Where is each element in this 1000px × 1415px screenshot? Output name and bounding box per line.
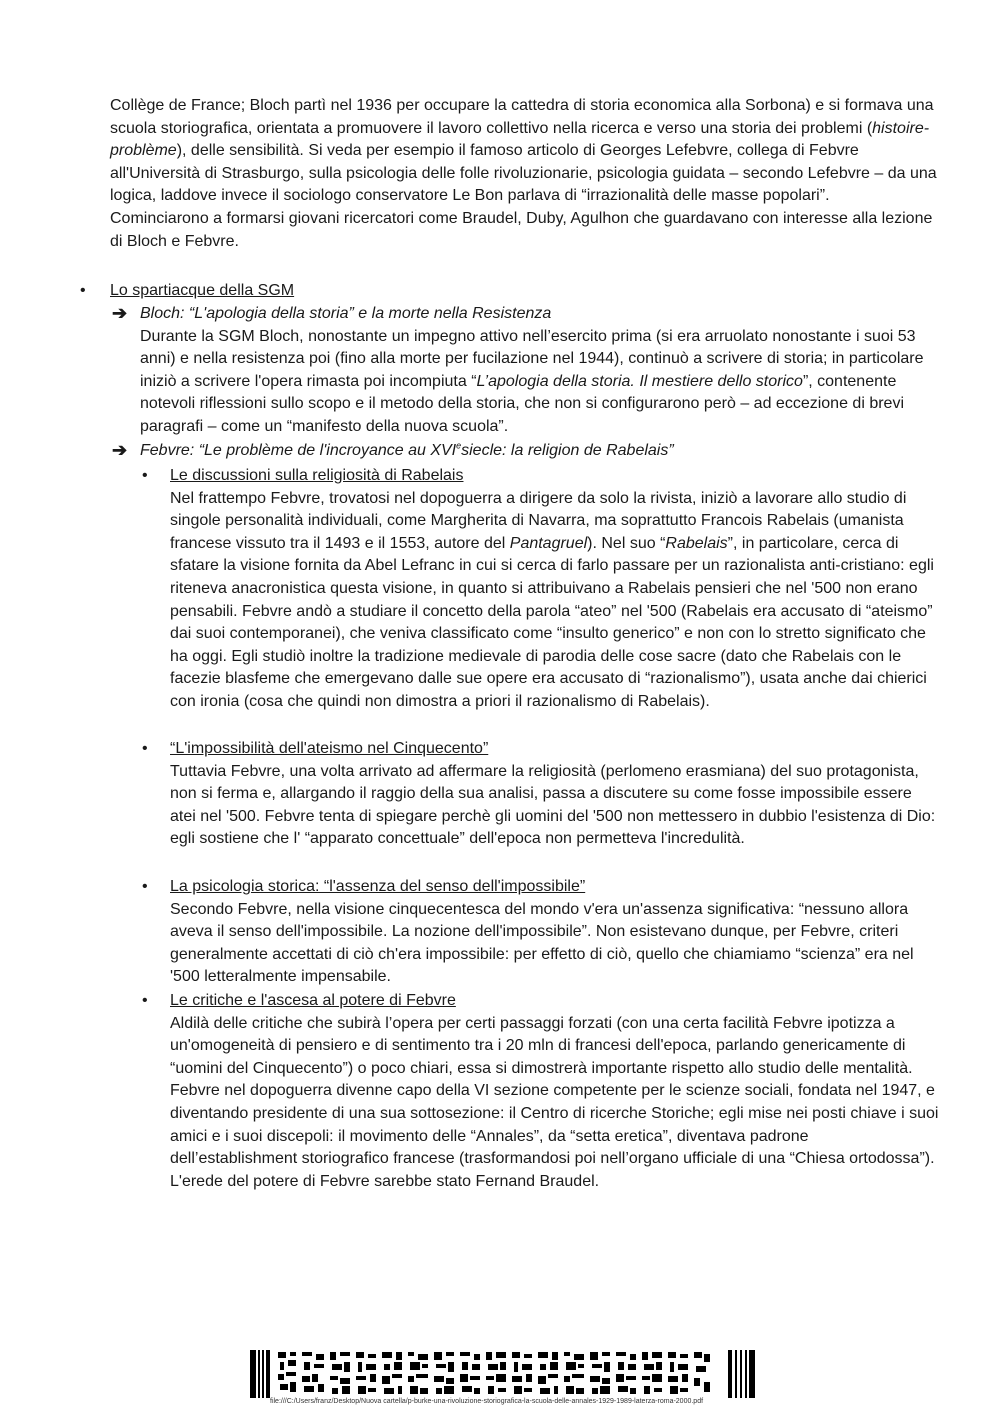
bullet-icon: • [142,992,148,1009]
bloch-heading: Bloch: “L'apologia della storia” e la morte nella Resistenza [140,305,552,322]
sub-item-title: Le critiche e l'ascesa al potere di Febvre [170,992,456,1009]
sub-item-body: Secondo Febvre, nella visione cinquecentesca del mondo v'era un'assenza significativa: “nessuno allora aveva il senso dell'impossibile. La nozione dell'impossibile”. Non esistevano dunque, per Febvre, criteri generalmente accettati di ciò ch'era impossibile: per effetto di ciò, quello che chiamiamo “scienza” era nel '500 letteralmente impensabile. [170,900,914,986]
sub-item-title: “L'impossibilità dell'ateismo nel Cinquecento” [170,740,489,757]
sub-item-body: Nel frattempo Febvre, trovatosi nel dopoguerra a dirigere da solo la rivista, iniziò a lavorare allo studio di singole personalità individuali, come Margherita di Navarra, ma soprattutto Francois Rabelais (umanista francese vissuto tra il 1493 e il 1553, autore del Pantagruel). Nel suo “Rabelais”, in particolare, cerca di sfatare la visione fornita da Abel Lefranc in cui si cerca di farlo passare per un razionalista anti-cristiano: egli riteneva anacronistica questa visione, in quanto si attribuivano a Rabelais pensieri che nel '500 non erano pensabili. Febvre andò a studiare il concetto della parola “ateo” nel '500 (Rabelais era accusato di “ateismo” dai suoi contemporanei), che veniva classificato come “insulto generico” e non con lo stretto significato che ha oggi. Egli studiò inoltre la tradizione medievale di parodia delle cose sacre (dato che Rabelais con le facezie blasfeme che emergevano dalle sue opere era accusato di “razionalismo”), usata anche dai chierici con ironia (cosa che quindi non dimostra a priori il razionalismo di Rabelais). [170,489,934,710]
intro-paragraph-2: Cominciarono a formarsi giovani ricercatori come Braudel, Duby, Agulhon che guardavano con interesse alla lezione di Bloch e Febvre. [110,209,933,250]
febvre-heading: Febvre: “Le problème de l'incroyance au XVIesiecle: la religion de Rabelais” [140,440,674,459]
bullet-icon: • [80,282,86,299]
sub-item-body: Aldilà delle critiche che subirà l’opera per certi passaggi forzati (con una certa facilità Febvre ipotizza a un'omogeneità di pensiero e di sentimento tra i 20 mln di francesi dell'epoca, parlando genericamente di “uomini del Cinquecento”) o poco chiari, essa si dimostrerà importante rispetto allo studio delle mentalità. Febvre nel dopoguerra divenne capo della VI sezione competente per le scienze sociali, fondata nel 1947, e diventando presidente di una sua sottosezione: il Centro di ricerche Storiche; egli mise nei posti chiave i suoi amici e i suoi discepoli: il movimento delle “Annales”, da “setta eretica”, diventava padrone dell’establishment storiografico francese (trasformandosi poi nell’organo ufficiale di una “Chiesa ortodossa”). L'erede del potere di Febvre sarebbe stato Fernand Braudel. [170,1014,939,1190]
footer-file-path: file:///C:/Users/franz/Desktop/Nuova cartella/p-burke-una-rivoluzione-storiografica-la-scuola-delle-annales-1929-1989-laterza-roma-2000.pdf [270,1398,704,1405]
bullet-icon: • [142,740,148,757]
bloch-body: Durante la SGM Bloch, nonostante un impegno attivo nell’esercito prima (si era arruolato nonostante i suoi 53 anni) e nella resistenza poi (fino alla morte per fucilazione nel 1944), continuò a scrivere di storia; in particolare iniziò a scrivere l'opera rimasta poi incompiuta “L’apologia della storia. Il mestiere dello storico”, contenente notevoli riflessioni sullo scopo e il metodo della storia, che non si configurarono però – ad eccezione di brevi paragrafi – come un “manifesto della nuova scuola”. [140,327,924,435]
section-title: Lo spartiacque della SGM [110,282,295,299]
sub-item-psychology [142,876,940,989]
intro-text [110,95,940,253]
bullet-icon: • [142,878,148,895]
febvre-item [112,440,940,463]
sub-item-body: Tuttavia Febvre, una volta arrivato ad affermare la religiosità (perlomeno erasmiana) del suo protagonista, non si ferma e, allargando il raggio della sua analisi, passa a discutere su come fosse impossibile essere atei nel '500. Febvre tenta di spiegare perchè gli uomini del '500 non mettessero in dubbio l'esistenza di Dio: egli sostiene che l' “apparato concettuale” dell'epoca non permetteva l'incredulità. [170,762,936,848]
bullet-icon: • [142,467,148,484]
sub-item-title: Le discussioni sulla religiosità di Rabelais [170,467,464,484]
bloch-item [112,303,940,439]
arrow-right-icon: ➔ [112,303,128,323]
section-heading [80,280,940,303]
barcode-image [250,1350,755,1398]
sub-item-religiosity [142,465,940,714]
sub-item-critiques [142,990,940,1193]
sub-item-atheism [142,738,940,851]
sub-item-title: La psicologia storica: “l'assenza del senso dell'impossibile” [170,878,586,895]
intro-paragraph-1: Collège de France; Bloch partì nel 1936 per occupare la cattedra di storia economica alla Sorbona) e si formava una scuola storiografica, orientata a promuovere il lavoro collettivo nella ricerca e verso una storia dei problemi (histoire-problème), delle sensibilità. Si veda per esempio il famoso articolo di Georges Lefebvre, collega di Febvre all'Università di Strasburgo, sulla psicologia delle folle rivoluzionarie, psicologia guidata – secondo Lefebvre – da una logica, laddove invece il sociologo conservatore Le Bon parlava di “irrazionalità delle masse popolari”. [110,97,937,205]
arrow-right-icon: ➔ [112,440,128,460]
